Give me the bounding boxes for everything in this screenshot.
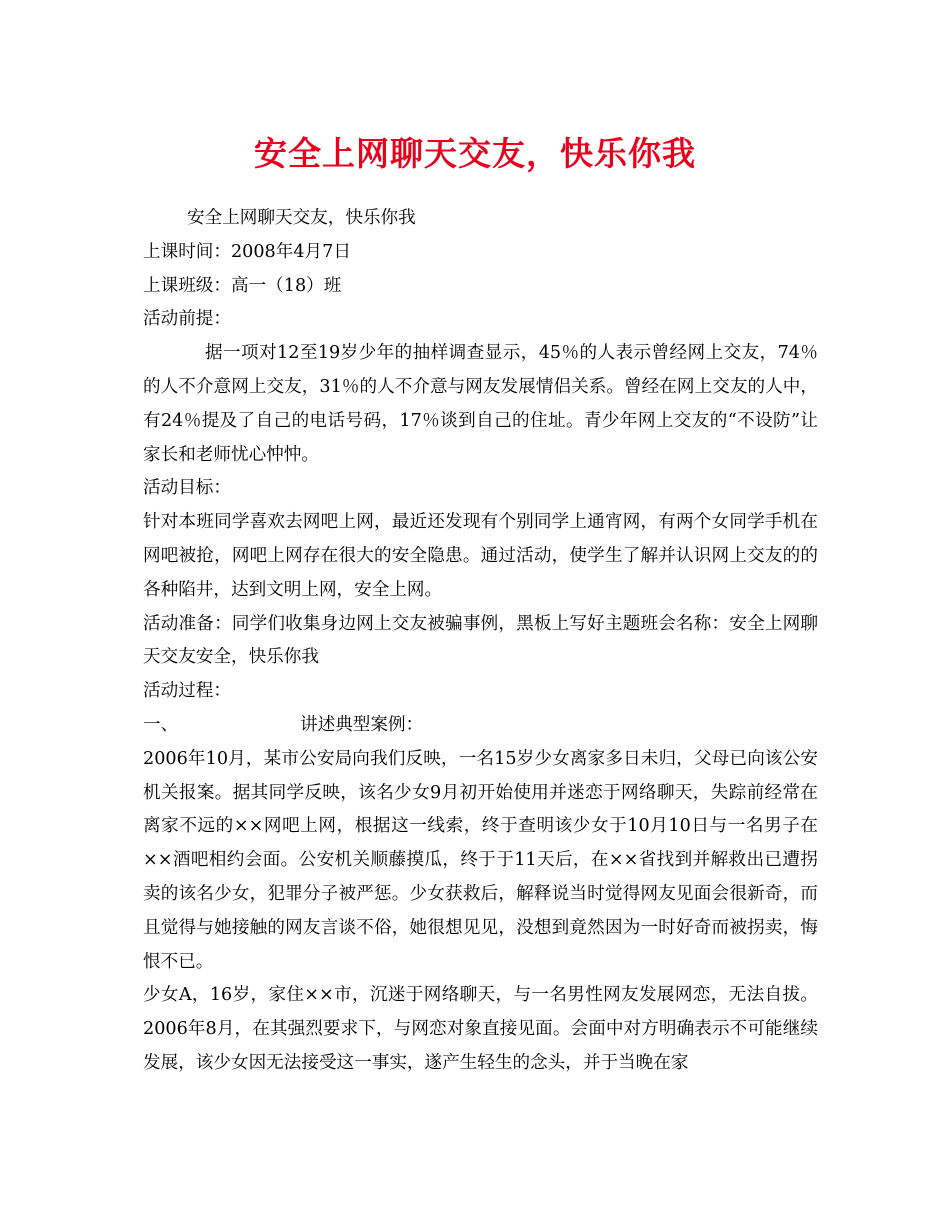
class-time-line: 上课时间：2008年4月7日 — [143, 241, 351, 262]
case-one-paragraph: 2006年10月，某市公安局向我们反映，一名15岁少女离家多日未归，父母已向该公安机关报案。据其同学反映，该名少女9月初开始使用并迷恋于网络聊天，失踪前经常在离家不远的××网吧上网，根据这一线索，终于查明该少女于10月10日与一名男子在××酒吧相约会面。公安机关顺藤摸瓜，终于于11天后，在××省找到并解救出已遭拐卖的该名少女，犯罪分子被严惩。少女获救后，解释说当时觉得网友见面会很新奇，而且觉得与她接触的网友言谈不俗，她很想见见，没想到竟然因为一时好奇而被拐卖，悔恨不已。 — [143, 748, 818, 972]
premise-paragraph: 据一项对12至19岁少年的抽样调查显示，45％的人表示曾经网上交友，74％的人不介意网上交友，31％的人不介意与网友发展情侣关系。曾经在网上交友的人中，有24％提及了自己的电话号码，17％谈到自己的住址。青少年网上交友的“不设防”让家长和老师忧心忡忡。 — [143, 343, 818, 465]
section-one-heading — [143, 709, 818, 743]
section-one-number: 一、 — [143, 714, 179, 735]
goal-heading: 活动目标： — [143, 478, 231, 499]
subtitle-line: 安全上网聊天交友，快乐你我 — [187, 208, 416, 228]
document-title: 安全上网聊天交友，快乐你我 — [254, 134, 696, 173]
goal-paragraph: 针对本班同学喜欢去网吧上网，最近还发现有个别同学上通宵网，有两个女同学手机在网吧被抢，网吧上网存在很大的安全隐患。通过活动，使学生了解并认识网上交友的的各种陷井，达到文明上网，安全上网。 — [143, 512, 818, 600]
section-one-title: 讲述典型案例： — [300, 714, 424, 735]
class-group-line: 上课班级：高一（18）班 — [143, 275, 342, 296]
premise-heading: 活动前提： — [143, 309, 231, 330]
document-body — [143, 202, 818, 1081]
preparation-paragraph: 活动准备：同学们收集身边网上交友被骗事例，黑板上写好主题班会名称：安全上网聊天交友安全，快乐你我 — [143, 613, 818, 668]
process-heading: 活动过程： — [143, 681, 231, 702]
case-two-paragraph: 少女A，16岁，家住××市，沉迷于网络聊天，与一名男性网友发展网恋，无法自拔。2006年8月，在其强烈要求下，与网恋对象直接见面。会面中对方明确表示不可能继续发展，该少女因无法接受这一事实，遂产生轻生的念头，并于当晚在家 — [143, 985, 818, 1073]
